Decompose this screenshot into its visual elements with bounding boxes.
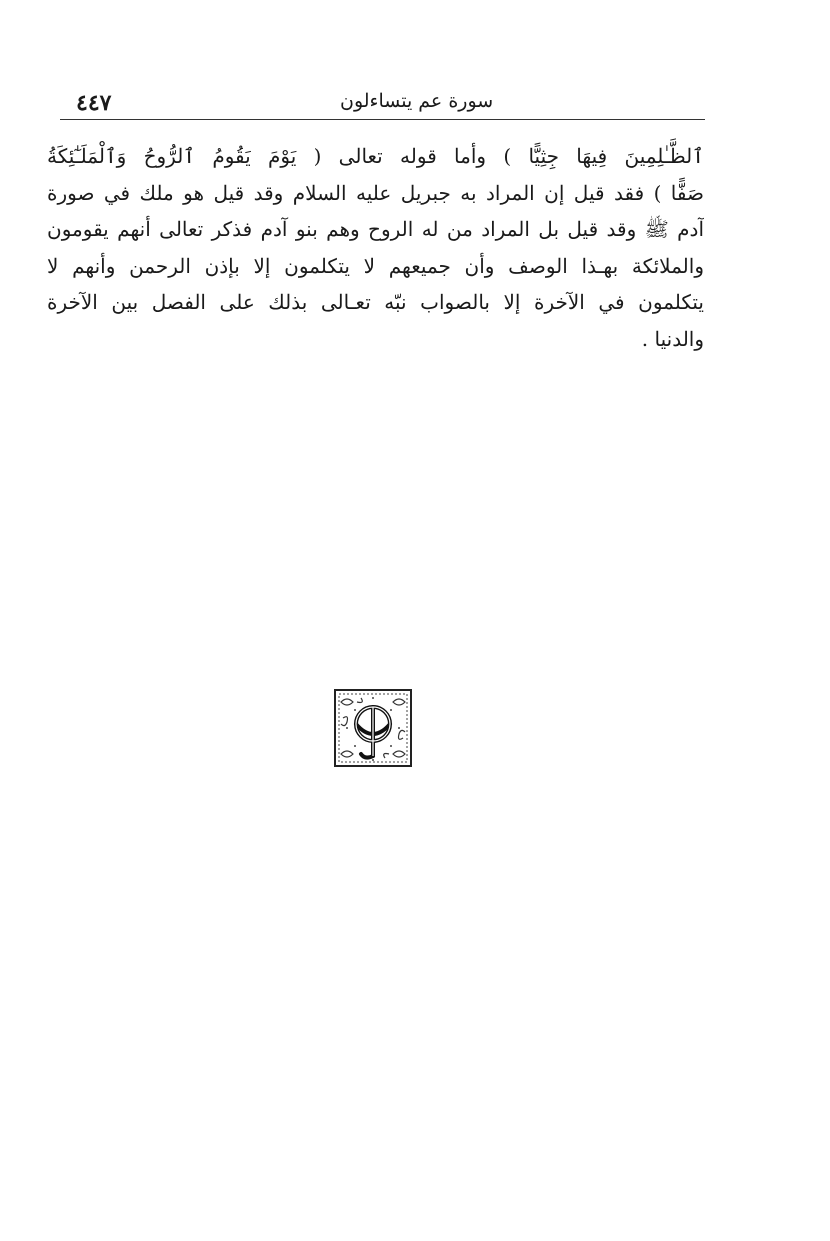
body-line-4: والملائكة بهـذا الوصف وأن جميعهم لا يتكلمون إلا بإذن الرحمن وأنهم لا xyxy=(47,253,704,278)
body-line-3: آدم ﷺ وقد قيل بل المراد من له الروح وهم بنو آدم فذكر تعالى أنهم يقومون xyxy=(47,217,704,241)
page-number: ٤٤٧ xyxy=(76,90,112,116)
running-title: سورة عم يتساءلون xyxy=(340,90,494,112)
body-line-6: والدنيا . xyxy=(641,326,704,351)
body-line-2: صَفًّا ) فقد قيل إن المراد به جبريل عليه السلام وقد قيل هو ملك في صورة xyxy=(47,180,704,205)
page-header xyxy=(60,86,705,120)
body-paragraph xyxy=(47,138,704,357)
header-divider xyxy=(60,119,705,120)
decorative-knot-ornament-icon xyxy=(333,688,413,768)
body-line-1: ٱلظَّـٰلِمِينَ فِيهَا جِثِيًّا ) وأما قوله تعالى ( يَوْمَ يَقُومُ ٱلرُّوحُ وَٱلْمَلَـٰٓئِكَةُ xyxy=(47,144,704,168)
body-line-5: يتكلمون في الآخرة إلا بالصواب نبّه تعـالى بذلك على الفصل بين الآخرة xyxy=(47,290,704,314)
